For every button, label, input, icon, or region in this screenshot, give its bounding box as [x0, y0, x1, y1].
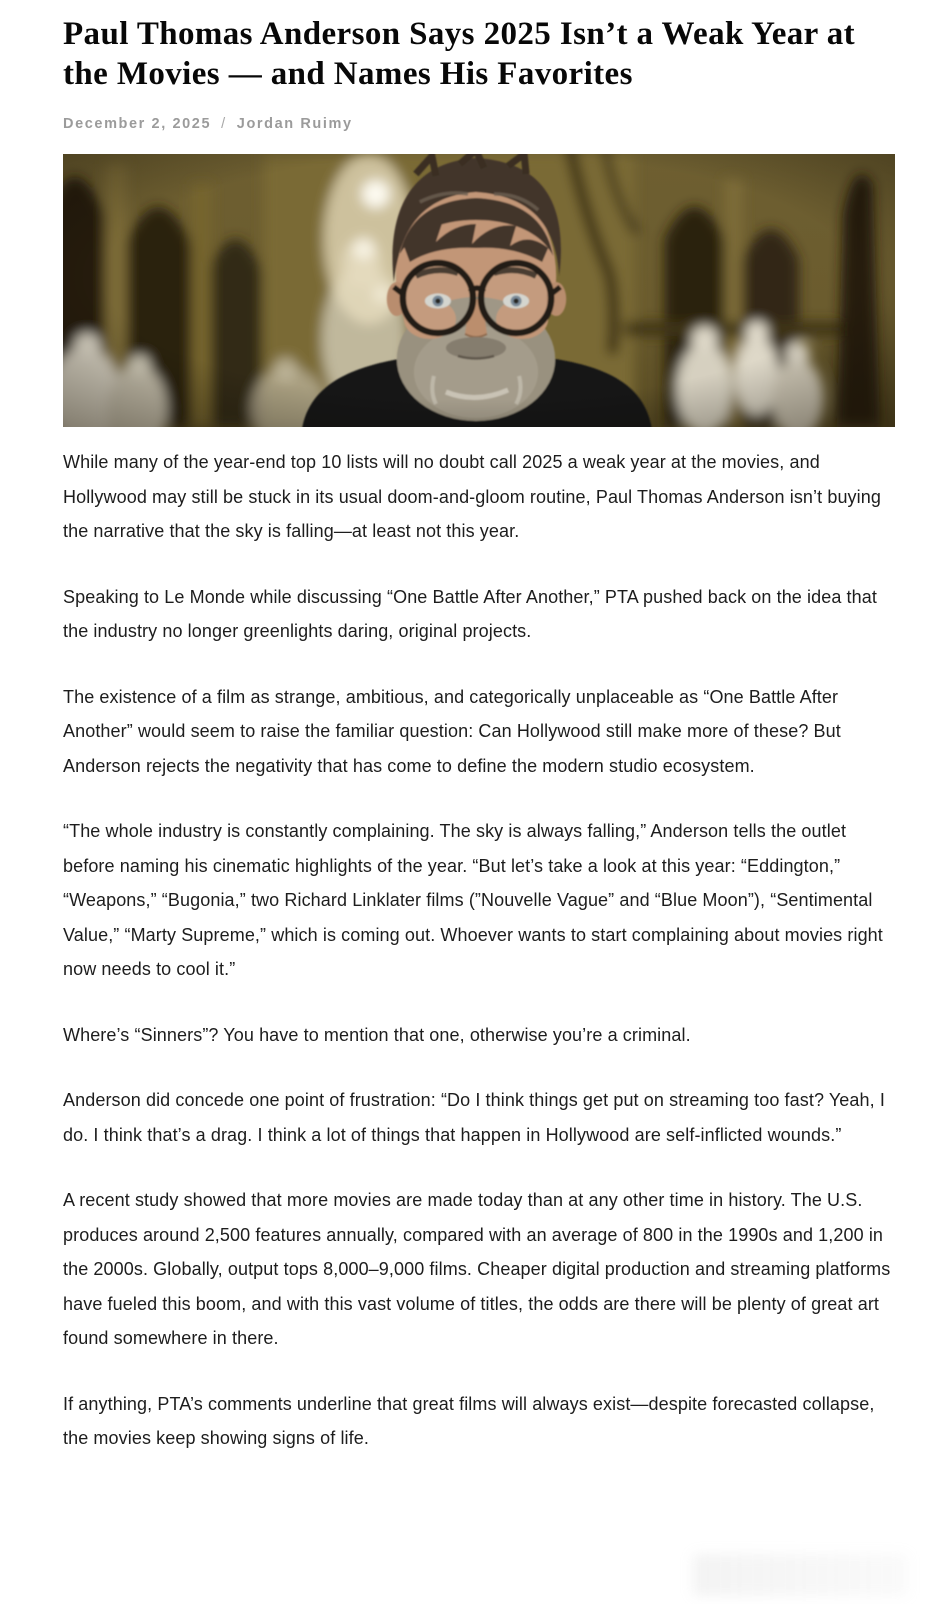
paragraph-5: Where’s “Sinners”? You have to mention that one, otherwise you’re a criminal.	[63, 1024, 691, 1045]
article	[63, 14, 895, 1456]
article-title: Paul Thomas Anderson Says 2025 Isn’t a Weak Year at the Movies — and Names His Favorites	[63, 16, 856, 92]
paragraph-4: “The whole industry is constantly complaining. The sky is always falling,” Anderson tells the outlet before naming his cinematic highlights of the year. “But let’s take a look at this year: “Eddington,” “Weapons,” “Bugonia,” two Richard Linklater films (”Nouvelle Vague” and “Blue Moon”), “Sentimental Value,” “Marty Supreme,” which is coming out. Whoever wants to start complaining about movies right now needs to cool it.”	[63, 821, 883, 979]
meta-separator: /	[221, 116, 227, 132]
paragraph-7: A recent study showed that more movies are made today than at any other time in history. The U.S. produces around 2,500 features annually, compared with an average of 800 in the 1990s and 1,200 in the 2000s. Globally, output tops 8,000–9,000 films. Cheaper digital production and streaming platforms have fueled this boom, and with this vast volume of titles, the odds are there will be plenty of great art found somewhere in there.	[63, 1190, 891, 1348]
paragraph-8: If anything, PTA’s comments underline that great films will always exist—despite forecasted collapse, the movies keep showing signs of life.	[63, 1393, 875, 1448]
article-date: December 2, 2025	[63, 116, 212, 132]
paragraph-2: Speaking to Le Monde while discussing “One Battle After Another,” PTA pushed back on the idea that the industry no longer greenlights daring, original projects.	[63, 586, 877, 641]
article-author: Jordan Ruimy	[236, 116, 353, 132]
paragraph-6: Anderson did concede one point of frustration: “Do I think things get put on streaming too fast? Yeah, I do. I think that’s a drag. I think a lot of things that happen in Hollywood are self-inflicted wounds.”	[63, 1090, 885, 1145]
hero-image	[63, 154, 895, 427]
article-meta	[63, 116, 895, 132]
paragraph-1: While many of the year-end top 10 lists will no doubt call 2025 a weak year at the movies, and Hollywood may still be stuck in its usual doom-and-gloom routine, Paul Thomas Anderson isn’t buying the narrative that the sky is falling—at least not this year.	[63, 452, 881, 541]
article-body	[63, 445, 895, 1456]
hero-image-illustration	[63, 154, 895, 427]
paragraph-3: The existence of a film as strange, ambitious, and categorically unplaceable as “One Battle After Another” would seem to raise the familiar question: Can Hollywood still make more of these? But Anderson rejects the negativity that has come to define the modern studio ecosystem.	[63, 686, 841, 776]
